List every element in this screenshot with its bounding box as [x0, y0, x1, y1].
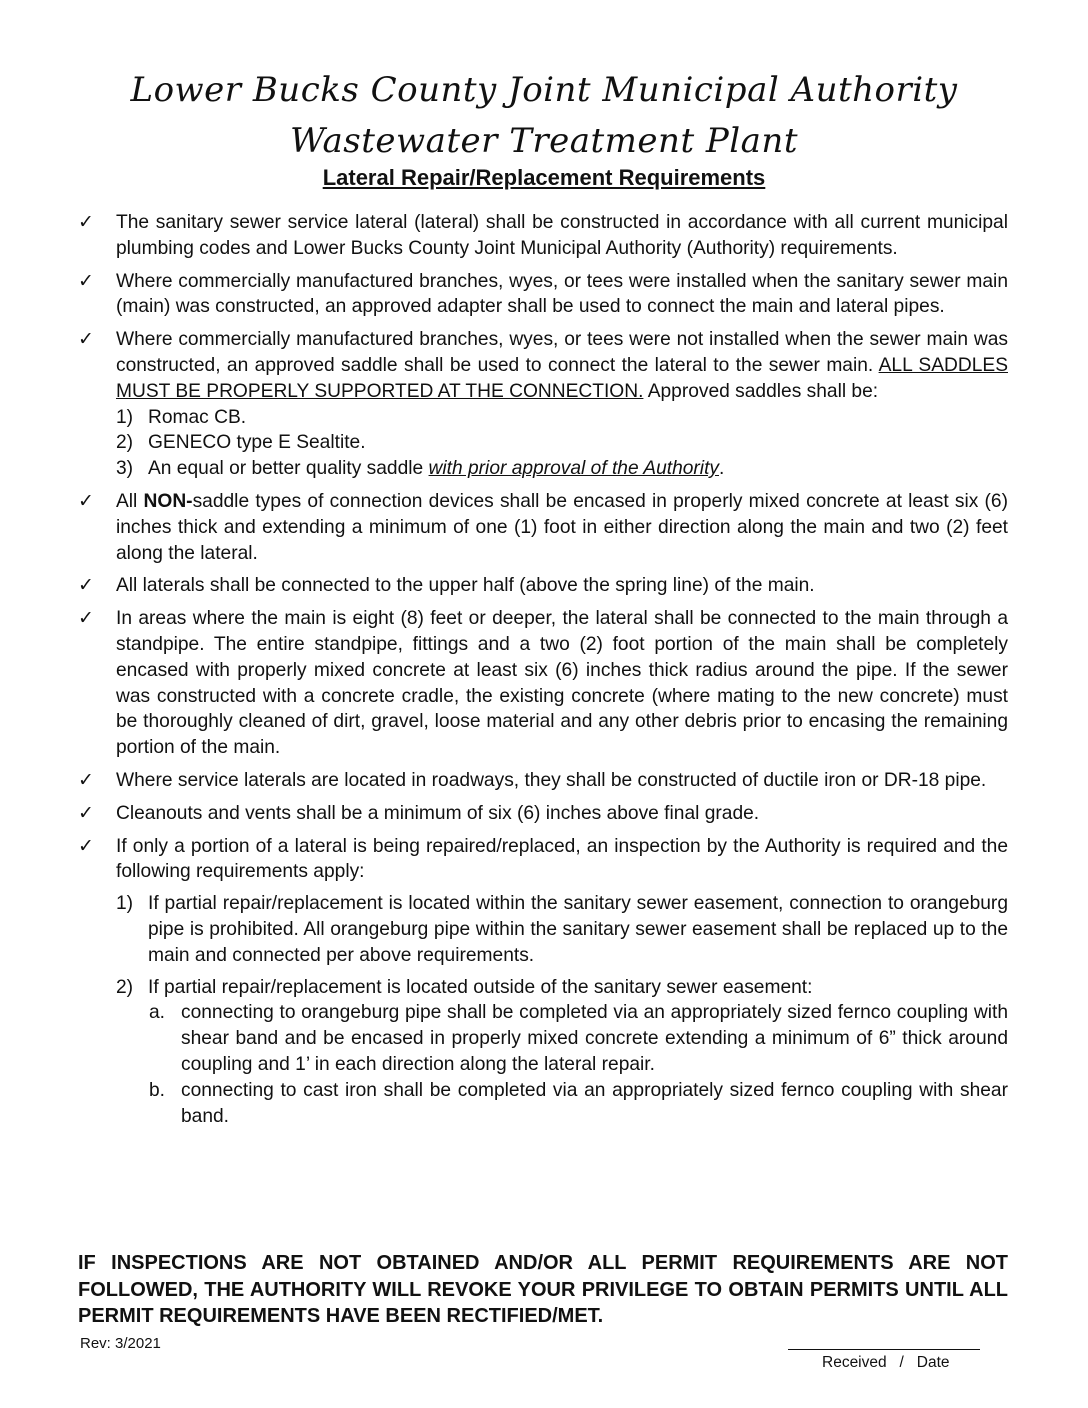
checkmark-icon: ✓: [78, 270, 94, 292]
requirement-item: [78, 768, 1008, 794]
requirement-item: [78, 606, 1008, 761]
sub-item-text: .: [719, 458, 725, 480]
requirements-list: [78, 210, 1008, 1136]
sub-item-text: GENECO type E Sealtite.: [148, 432, 366, 454]
checkmark-icon: ✓: [78, 769, 94, 791]
sub-item: [116, 891, 1008, 968]
requirement-text: If only a portion of a lateral is being repaired/replaced, an inspection by the Authority is required and the following requirements apply:: [116, 835, 1008, 883]
page-title: Lateral Repair/Replacement Requirements: [322, 165, 766, 190]
requirement-text: Approved saddles shall be:: [643, 380, 879, 402]
sub-sub-item-text: connecting to cast iron shall be completed via an appropriately sized fernco coupling with shear band.: [181, 1079, 1008, 1127]
sub-item: [116, 975, 1008, 1001]
sub-sub-item: [149, 1078, 1008, 1130]
requirement-item: [78, 489, 1008, 566]
checkmark-icon: ✓: [78, 490, 94, 512]
requirement-text: In areas where the main is eight (8) feet or deeper, the lateral shall be connected to the main through a standpipe. The entire standpipe, fittings and a two (2) foot portion of the main shall be completely encased with properly mixed concrete at least six (6) inches thick radius around the pipe. If the sewer was constructed with a concrete cradle, the existing concrete (where mating to the new concrete) must be thoroughly cleaned of dirt, gravel, loose material and any other debris prior to encasing the remaining portion of the main.: [116, 608, 1008, 759]
sub-item-number: 1): [116, 893, 134, 915]
facility-name: Wastewater Treatment Plant: [289, 121, 798, 161]
sub-item-number: 2): [116, 432, 134, 454]
checkmark-icon: ✓: [78, 329, 94, 351]
requirement-emphasis: ALL SADDLES MUST BE PROPERLY SUPPORTED AT THE CONNECTION.: [116, 354, 1008, 402]
requirement-text: saddle types of connection devices shall be encased in properly mixed concrete at least six (6) inches thick and extending a minimum of one (1) foot in either direction along the main and two (2) feet along the lateral.: [116, 490, 1008, 564]
requirement-text: Cleanouts and vents shall be a minimum of six (6) inches above final grade.: [116, 802, 760, 824]
sub-sub-item-text: connecting to orangeburg pipe shall be completed via an appropriately sized fernco coupling with shear band and be encased in properly mixed concrete extending a minimum of 6” thick around coupling and 1’ in each direction along the lateral repair.: [181, 1002, 1008, 1075]
requirement-item: [78, 269, 1008, 321]
organization-name: Lower Bucks County Joint Municipal Authority: [130, 70, 958, 110]
sub-item-text: Romac CB.: [148, 406, 247, 428]
checkmark-icon: ✓: [78, 608, 94, 630]
requirement-item: [78, 834, 1008, 1130]
requirement-item: [78, 573, 1008, 599]
requirement-text: The sanitary sewer service lateral (lateral) shall be constructed in accordance with all current municipal plumbing codes and Lower Bucks County Joint Municipal Authority (Authority) requirements.: [116, 212, 1008, 259]
signature-line: [788, 1349, 980, 1350]
sub-item: [116, 405, 1008, 431]
sub-sub-item: [149, 1000, 1008, 1077]
sub-item-emphasis: with prior approval of the Authority: [428, 458, 719, 480]
requirement-item: [78, 801, 1008, 827]
requirement-text: All: [116, 490, 144, 512]
sub-item: [116, 456, 1008, 482]
checkmark-icon: ✓: [78, 212, 94, 233]
requirement-item: [78, 327, 1008, 482]
requirement-item: [78, 210, 1008, 262]
sub-sub-item-letter: b.: [149, 1079, 166, 1101]
requirement-text: Where service laterals are located in roadways, they shall be constructed of ductile iron or DR-18 pipe.: [116, 769, 987, 791]
revision-date: Rev: 3/2021: [80, 1335, 161, 1352]
sub-item-text: An equal or better quality saddle: [148, 458, 429, 480]
checkmark-icon: ✓: [78, 575, 94, 597]
sub-item-number: 1): [116, 406, 134, 428]
permit-warning: IF INSPECTIONS ARE NOT OBTAINED AND/OR ALL PERMIT REQUIREMENTS ARE NOT FOLLOWED, THE AUTHORITY WILL REVOKE YOUR PRIVILEGE TO OBTAIN PERMITS UNTIL ALL PERMIT REQUIREMENTS HAVE BEEN RECTIFIED/MET.: [78, 1252, 1008, 1327]
sub-item-text: If partial repair/replacement is located outside of the sanitary sewer easement:: [148, 976, 813, 998]
requirement-text: Where commercially manufactured branches, wyes, or tees were installed when the sanitary sewer main (main) was constructed, an approved adapter shall be used to connect the main and lateral pipes.: [116, 270, 1008, 318]
sub-item: [116, 430, 1008, 456]
checkmark-icon: ✓: [78, 835, 94, 857]
requirement-emphasis: NON-: [143, 490, 193, 512]
sub-item-number: 2): [116, 976, 134, 998]
requirement-text: All laterals shall be connected to the upper half (above the spring line) of the main.: [116, 575, 815, 597]
signature-label: Received / Date: [822, 1354, 950, 1371]
sub-item-number: 3): [116, 458, 134, 480]
checkmark-icon: ✓: [78, 802, 94, 824]
requirement-text: Where commercially manufactured branches, wyes, or tees were not installed when the sewer main was constructed, an approved saddle shall be used to connect the lateral to the sewer main.: [116, 329, 1008, 376]
sub-item-text: If partial repair/replacement is located within the sanitary sewer easement, connection to orangeburg pipe is prohibited. All orangeburg pipe within the sanitary sewer easement shall be replaced up to the main and connected per above requirements.: [148, 893, 1008, 966]
sub-sub-item-letter: a.: [149, 1002, 166, 1024]
